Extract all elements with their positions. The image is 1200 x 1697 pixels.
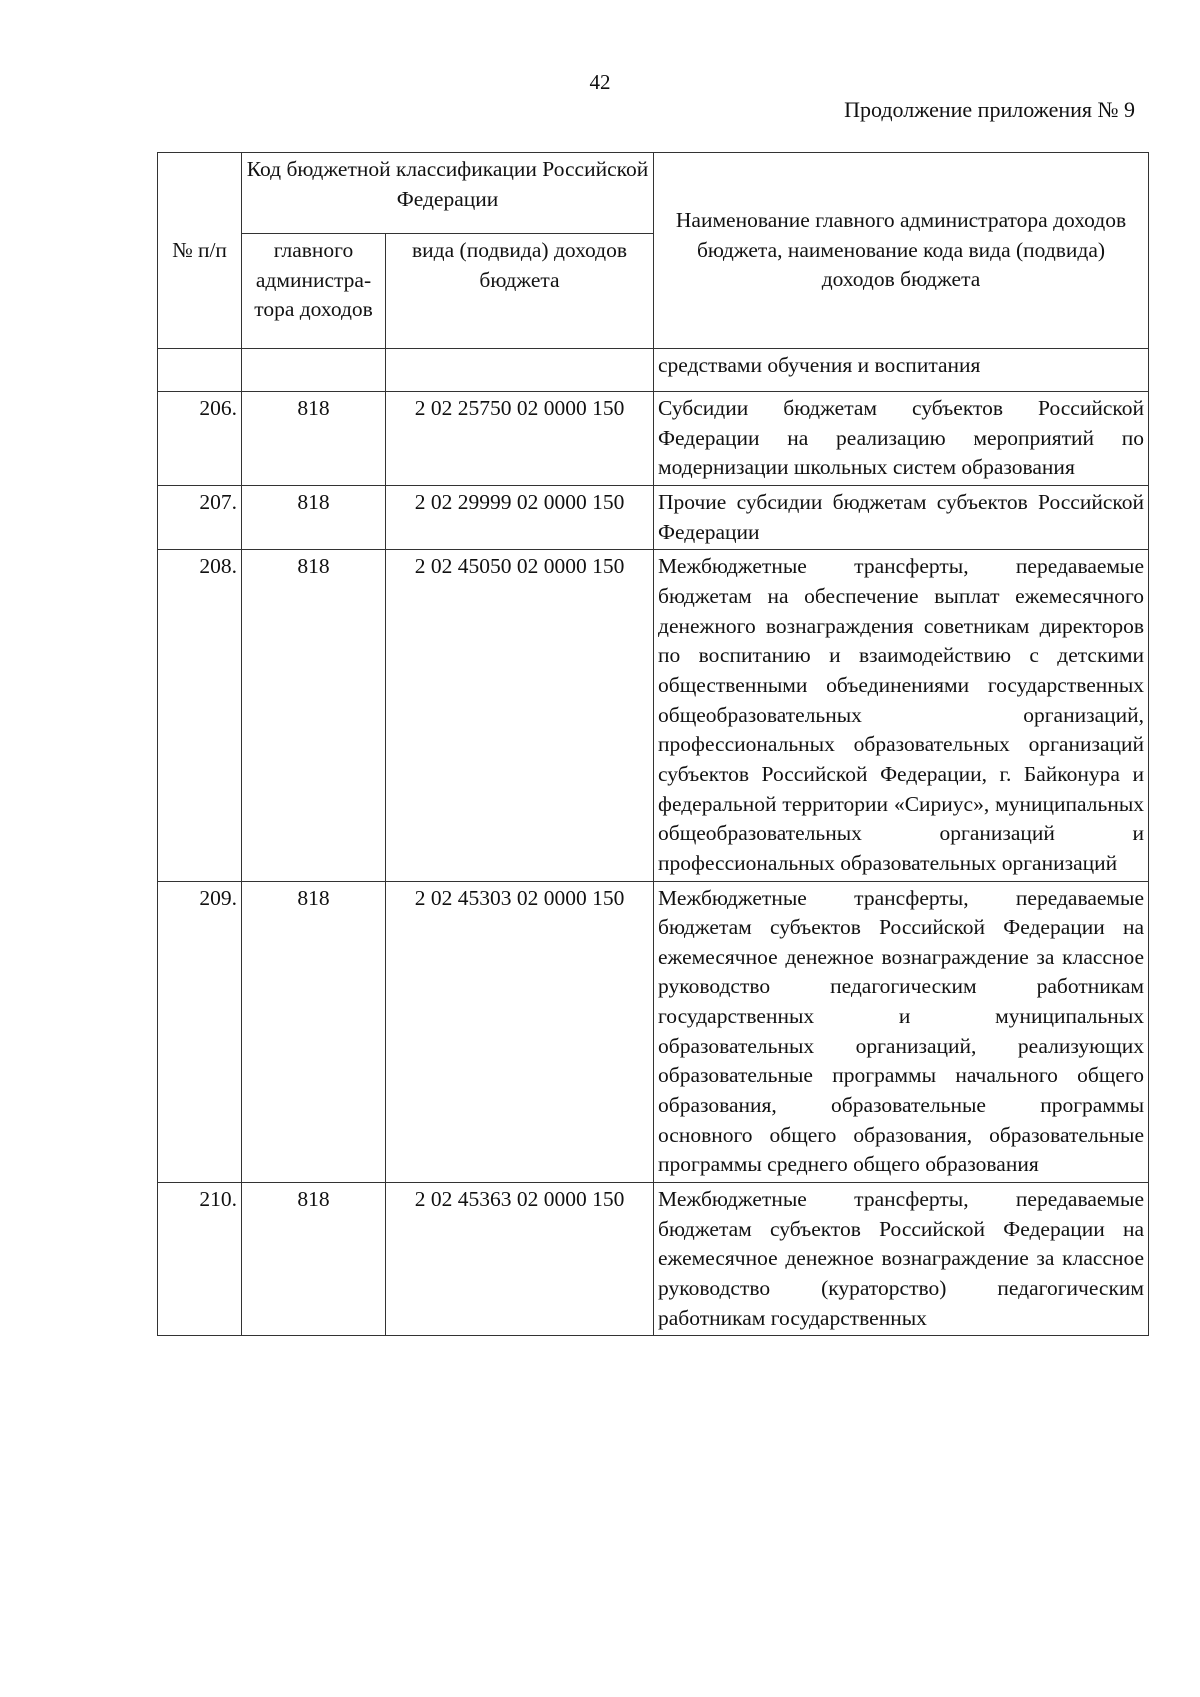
header-administrator-name: Наименование главного администратора доходов бюджета, наименование кода вида (подвида) доходов бюджета	[654, 153, 1149, 349]
income-name: Межбюджетные трансферты, передаваемые бюджетам на обеспечение выплат ежемесячного денежного вознаграждения советникам директоров по воспитанию и взаимодействию с детскими общественными объединениями государственных общеобразовательных организаций, профессиональных образовательных организаций субъектов Российской Федерации, г. Байконура и федеральной территории «Сириус», муниципальных общеобразовательных организаций и профессиональных образовательных организаций	[654, 550, 1149, 881]
admin-code	[242, 349, 386, 392]
row-number: 210.	[158, 1183, 242, 1336]
income-code: 2 02 29999 02 0000 150	[386, 485, 654, 549]
income-name: Прочие субсидии бюджетам субъектов Российской Федерации	[654, 485, 1149, 549]
table-row	[158, 349, 1149, 392]
income-code: 2 02 45363 02 0000 150	[386, 1183, 654, 1336]
income-name: Межбюджетные трансферты, передаваемые бюджетам субъектов Российской Федерации на ежемесячное денежное вознаграждение за классное руководство (кураторство) педагогическим работникам государственных	[654, 1183, 1149, 1336]
admin-code: 818	[242, 485, 386, 549]
table-row	[158, 881, 1149, 1183]
table-row	[158, 550, 1149, 881]
row-number	[158, 349, 242, 392]
table-row	[158, 1183, 1149, 1336]
table-row	[158, 392, 1149, 486]
table-row	[158, 485, 1149, 549]
income-name: Субсидии бюджетам субъектов Российской Федерации на реализацию мероприятий по модернизации школьных систем образования	[654, 392, 1149, 486]
admin-code: 818	[242, 881, 386, 1183]
admin-code: 818	[242, 392, 386, 486]
income-name: Межбюджетные трансферты, передаваемые бюджетам субъектов Российской Федерации на ежемесячное денежное вознаграждение за классное руководство педагогическим работникам государственных и муниципальных образовательных организаций, реализующих образовательные программы начального общего образования, образовательные программы основного общего образования, образовательные программы среднего общего образования	[654, 881, 1149, 1183]
row-number: 207.	[158, 485, 242, 549]
income-code: 2 02 25750 02 0000 150	[386, 392, 654, 486]
income-name: средствами обучения и воспитания	[654, 349, 1149, 392]
admin-code: 818	[242, 1183, 386, 1336]
appendix-continuation-label: Продолжение приложения № 9	[844, 97, 1135, 122]
budget-classification-table	[157, 152, 1149, 1336]
header-income-code: вида (подвида) доходов бюджета	[386, 234, 654, 349]
row-number: 208.	[158, 550, 242, 881]
admin-code: 818	[242, 550, 386, 881]
header-row-number: № п/п	[158, 153, 242, 349]
income-code	[386, 349, 654, 392]
header-admin-code: главного администра-тора доходов	[242, 234, 386, 349]
row-number: 206.	[158, 392, 242, 486]
header-classification-code: Код бюджетной классификации Российской Федерации	[242, 153, 654, 234]
income-code: 2 02 45050 02 0000 150	[386, 550, 654, 881]
page-number: 42	[589, 70, 611, 94]
row-number: 209.	[158, 881, 242, 1183]
income-code: 2 02 45303 02 0000 150	[386, 881, 654, 1183]
